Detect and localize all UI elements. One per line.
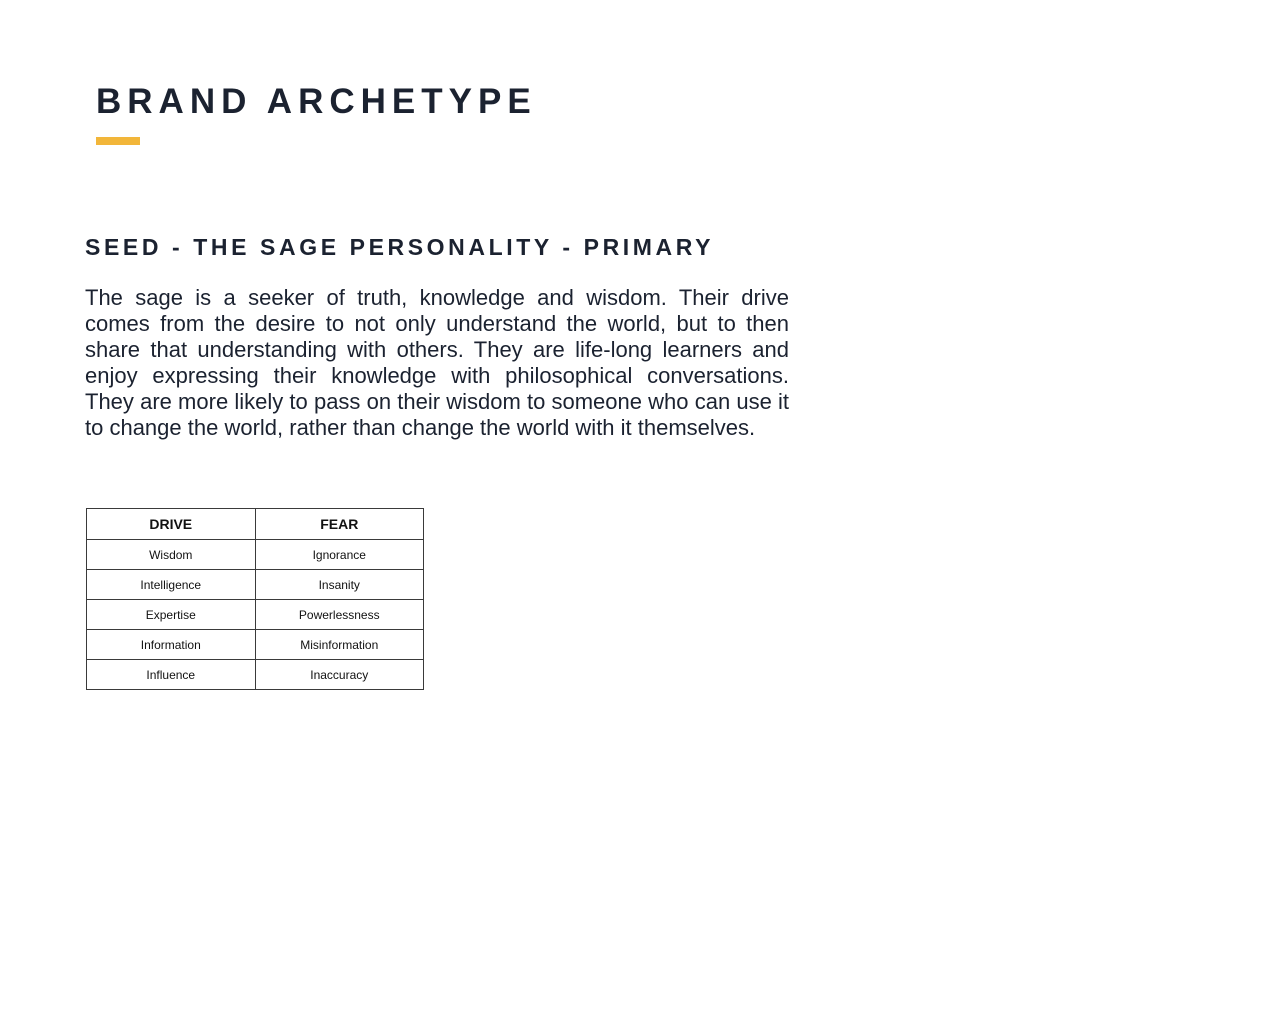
fear-cell: Misinformation (255, 630, 424, 660)
fear-cell: Inaccuracy (255, 660, 424, 690)
table-row (87, 660, 424, 690)
fear-cell: Ignorance (255, 540, 424, 570)
table-row (87, 540, 424, 570)
drive-fear-table (86, 508, 424, 690)
archetype-description: The sage is a seeker of truth, knowledge and wisdom. Their drive comes from the desire to not only understand the world, but to then share that understanding with others. They are life-long learners and enjoy expressing their knowledge with philosophical conversations. They are more likely to pass on their wisdom to someone who can use it to change the world, rather than change the world with it themselves. (85, 285, 789, 440)
drive-cell: Intelligence (87, 570, 256, 600)
drive-cell: Wisdom (87, 540, 256, 570)
table-row (87, 600, 424, 630)
page-title: BRAND ARCHETYPE (96, 82, 537, 121)
column-header-drive: DRIVE (87, 509, 256, 540)
section-heading: SEED - THE SAGE PERSONALITY - PRIMARY (85, 234, 715, 260)
table-row (87, 570, 424, 600)
fear-cell: Insanity (255, 570, 424, 600)
drive-cell: Expertise (87, 600, 256, 630)
column-header-fear: FEAR (255, 509, 424, 540)
table-row (87, 630, 424, 660)
drive-cell: Information (87, 630, 256, 660)
table-header-row (87, 509, 424, 540)
drive-cell: Influence (87, 660, 256, 690)
fear-cell: Powerlessness (255, 600, 424, 630)
title-accent-bar (96, 137, 140, 145)
